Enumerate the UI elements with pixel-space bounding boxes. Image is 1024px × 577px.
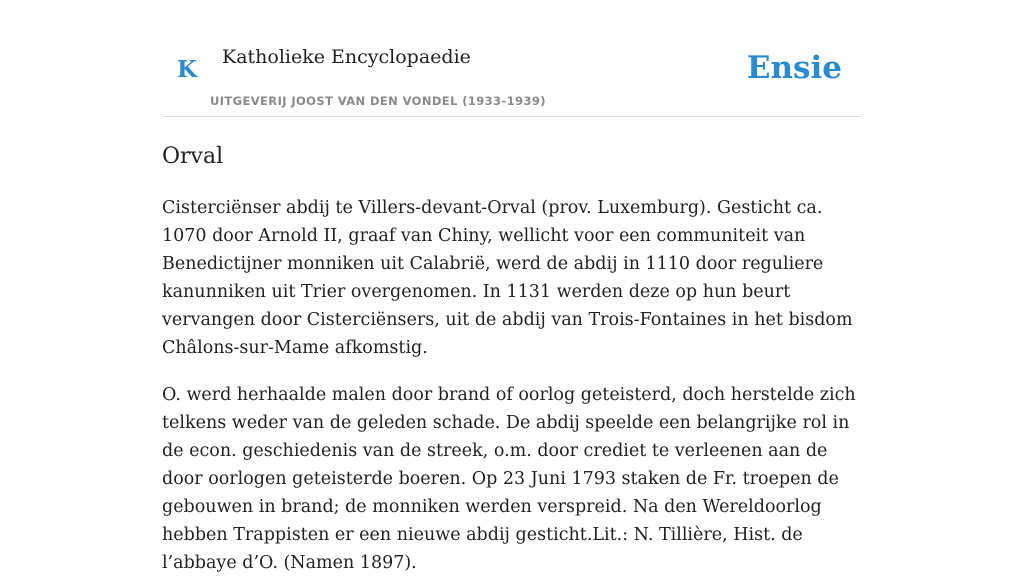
article-paragraph: O. werd herhaalde malen door brand of oorlog geteisterd, doch herstelde zich telkens weder van de geleden schade. De abdij speelde een belangrijke rol in de econ. geschiedenis van de streek, o.m. door crediet te verleenen aan de door oorlogen geteisterde boeren. Op 23 Juni 1793 staken de Fr. troepen de gebouwen in brand; de monniken werden verspreid. Na den Wereldoorlog hebben Trappisten er een nieuwe abdij gesticht.Lit.: N. Tillière, Hist. de l’abbaye d’O. (Namen 1897). [162, 385, 856, 573]
brand-logo[interactable]: Ensie [746, 50, 842, 86]
publisher-label: UITGEVERIJ JOOST VAN DEN VONDEL (1933-1939) [210, 94, 546, 108]
site-header [162, 0, 862, 117]
article-title: Orval [162, 144, 224, 169]
page-container [162, 0, 862, 577]
publication-title[interactable]: Katholieke Encyclopaedie [222, 46, 471, 68]
publication-logo[interactable]: K [177, 56, 197, 83]
article-paragraph: Cisterciënser abdij te Villers-devant-Orval (prov. Luxemburg). Gesticht ca. 1070 door Arnold II, graaf van Chiny, wellicht voor een communiteit van Benedictijner monniken uit Calabrië, werd de abdij in 1110 door reguliere kanunniken uit Trier overgenomen. In 1131 werden deze op hun beurt vervangen door Cisterciënsers, uit de abdij van Trois-Fontaines in het bisdom Châlons-sur-Mame afkomstig. [162, 198, 853, 358]
